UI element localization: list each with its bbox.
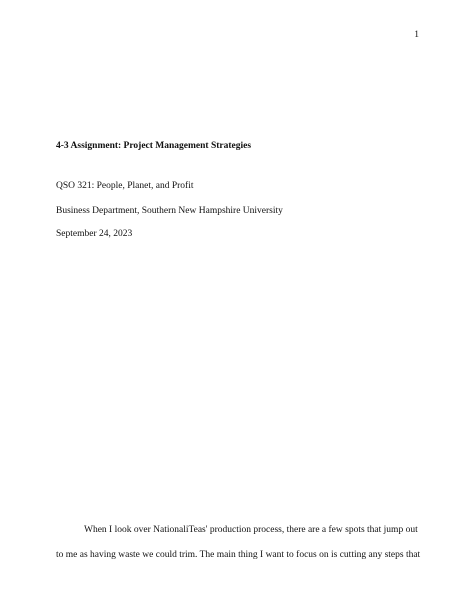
- date-line: September 24, 2023: [56, 229, 133, 239]
- paragraph-line: to me as having waste we could trim. The main thing I want to focus on is cutting any steps that: [56, 550, 421, 560]
- page-number: 1: [414, 30, 419, 40]
- document-title: 4-3 Assignment: Project Management Strategies: [56, 141, 252, 151]
- paragraph-line: When I look over NationaliTeas' production process, there are a few spots that jump out: [84, 525, 418, 535]
- course-line: QSO 321: People, Planet, and Profit: [56, 181, 194, 191]
- department-line: Business Department, Southern New Hampshire University: [56, 206, 283, 216]
